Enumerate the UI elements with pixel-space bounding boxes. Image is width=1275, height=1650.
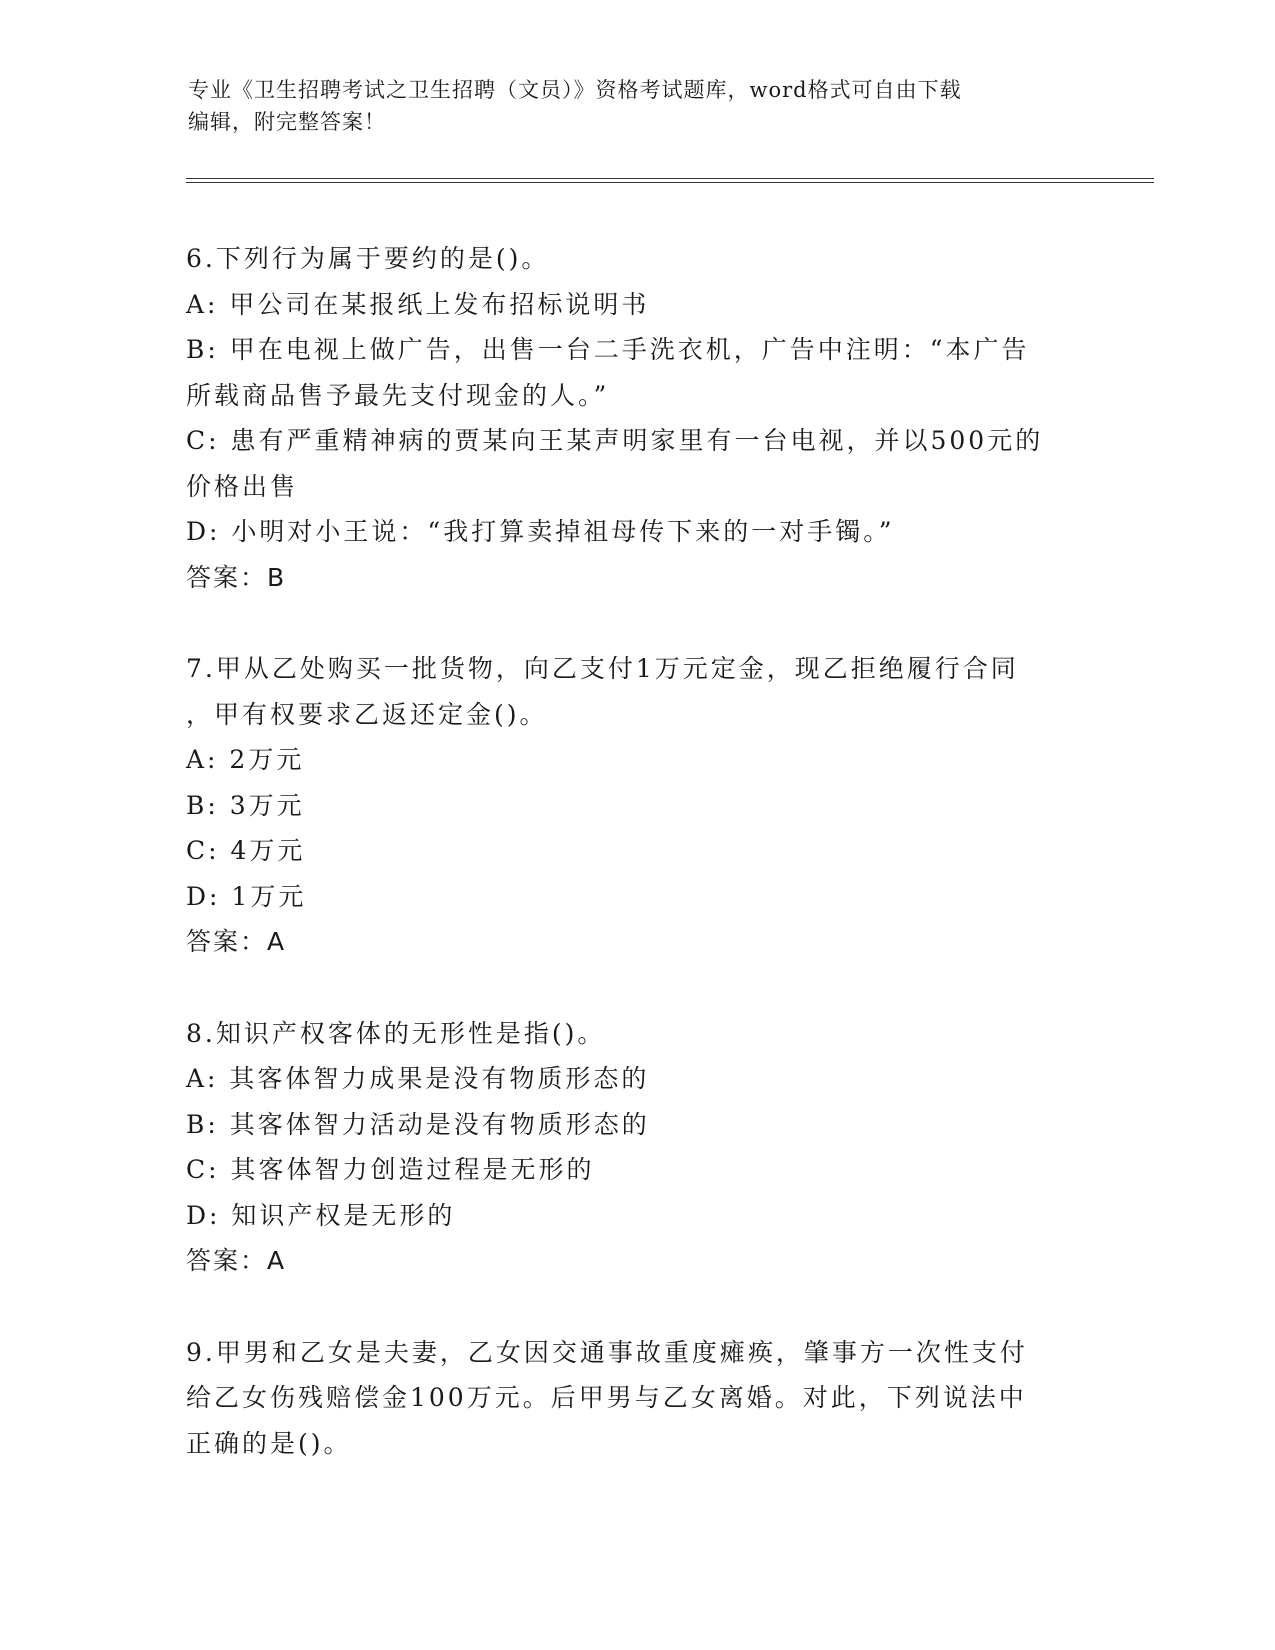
question-list xyxy=(186,236,1086,1512)
answer-option: A: 甲公司在某报纸上发布招标说明书 xyxy=(186,289,650,319)
answer-option: A: 2万元 xyxy=(186,745,305,774)
header-line-2: 编辑，附完整答案！ xyxy=(188,110,386,134)
answer-option: D: 1万元 xyxy=(186,881,307,911)
answer-option: 价格出售 xyxy=(186,471,299,501)
question-stem: 给乙女伤残赔偿金100万元。后甲男与乙女离婚。对此，下列说法中 xyxy=(186,1383,1027,1412)
answer-option: B: 3万元 xyxy=(186,790,305,820)
question-stem: 7.甲从乙处购买一批货物，向乙支付1万元定金，现乙拒绝履行合同 xyxy=(186,654,1019,683)
answer-key: 答案：A xyxy=(186,927,287,956)
question-stem: 6.下列行为属于要约的是()。 xyxy=(186,244,550,273)
question-block xyxy=(186,646,1086,965)
answer-key: 答案：A xyxy=(186,1246,287,1275)
answer-option: D: 小明对小王说：“我打算卖掉祖母传下来的一对手镯。” xyxy=(186,517,895,546)
answer-option: A: 其客体智力成果是没有物质形态的 xyxy=(186,1064,650,1093)
question-block xyxy=(186,236,1086,600)
answer-option: C: 4万元 xyxy=(186,836,306,865)
answer-option: D: 知识产权是无形的 xyxy=(186,1200,456,1230)
answer-key: 答案：B xyxy=(186,562,287,592)
question-stem: 9.甲男和乙女是夫妻，乙女因交通事故重度瘫痪，肇事方一次性支付 xyxy=(186,1337,1028,1367)
question-block xyxy=(186,1011,1086,1284)
answer-option: C: 患有严重精神病的贾某向王某声明家里有一台电视，并以500元的 xyxy=(186,426,1044,455)
question-stem: 正确的是()。 xyxy=(186,1428,352,1458)
answer-option: B: 甲在电视上做广告，出售一台二手洗衣机，广告中注明：“本广告 xyxy=(186,335,1030,364)
question-block xyxy=(186,1330,1086,1467)
header-line-1: 专业《卫生招聘考试之卫生招聘（文员）》资格考试题库，word格式可自由下载 xyxy=(188,78,962,102)
answer-option: C: 其客体智力创造过程是无形的 xyxy=(186,1155,595,1184)
answer-option: 所载商品售予最先支付现金的人。” xyxy=(186,380,610,410)
header-divider xyxy=(186,178,1154,183)
page-header xyxy=(188,74,1088,138)
question-stem: ，甲有权要求乙返还定金()。 xyxy=(186,699,548,729)
answer-option: B: 其客体智力活动是没有物质形态的 xyxy=(186,1109,650,1139)
question-stem: 8.知识产权客体的无形性是指()。 xyxy=(186,1018,606,1048)
